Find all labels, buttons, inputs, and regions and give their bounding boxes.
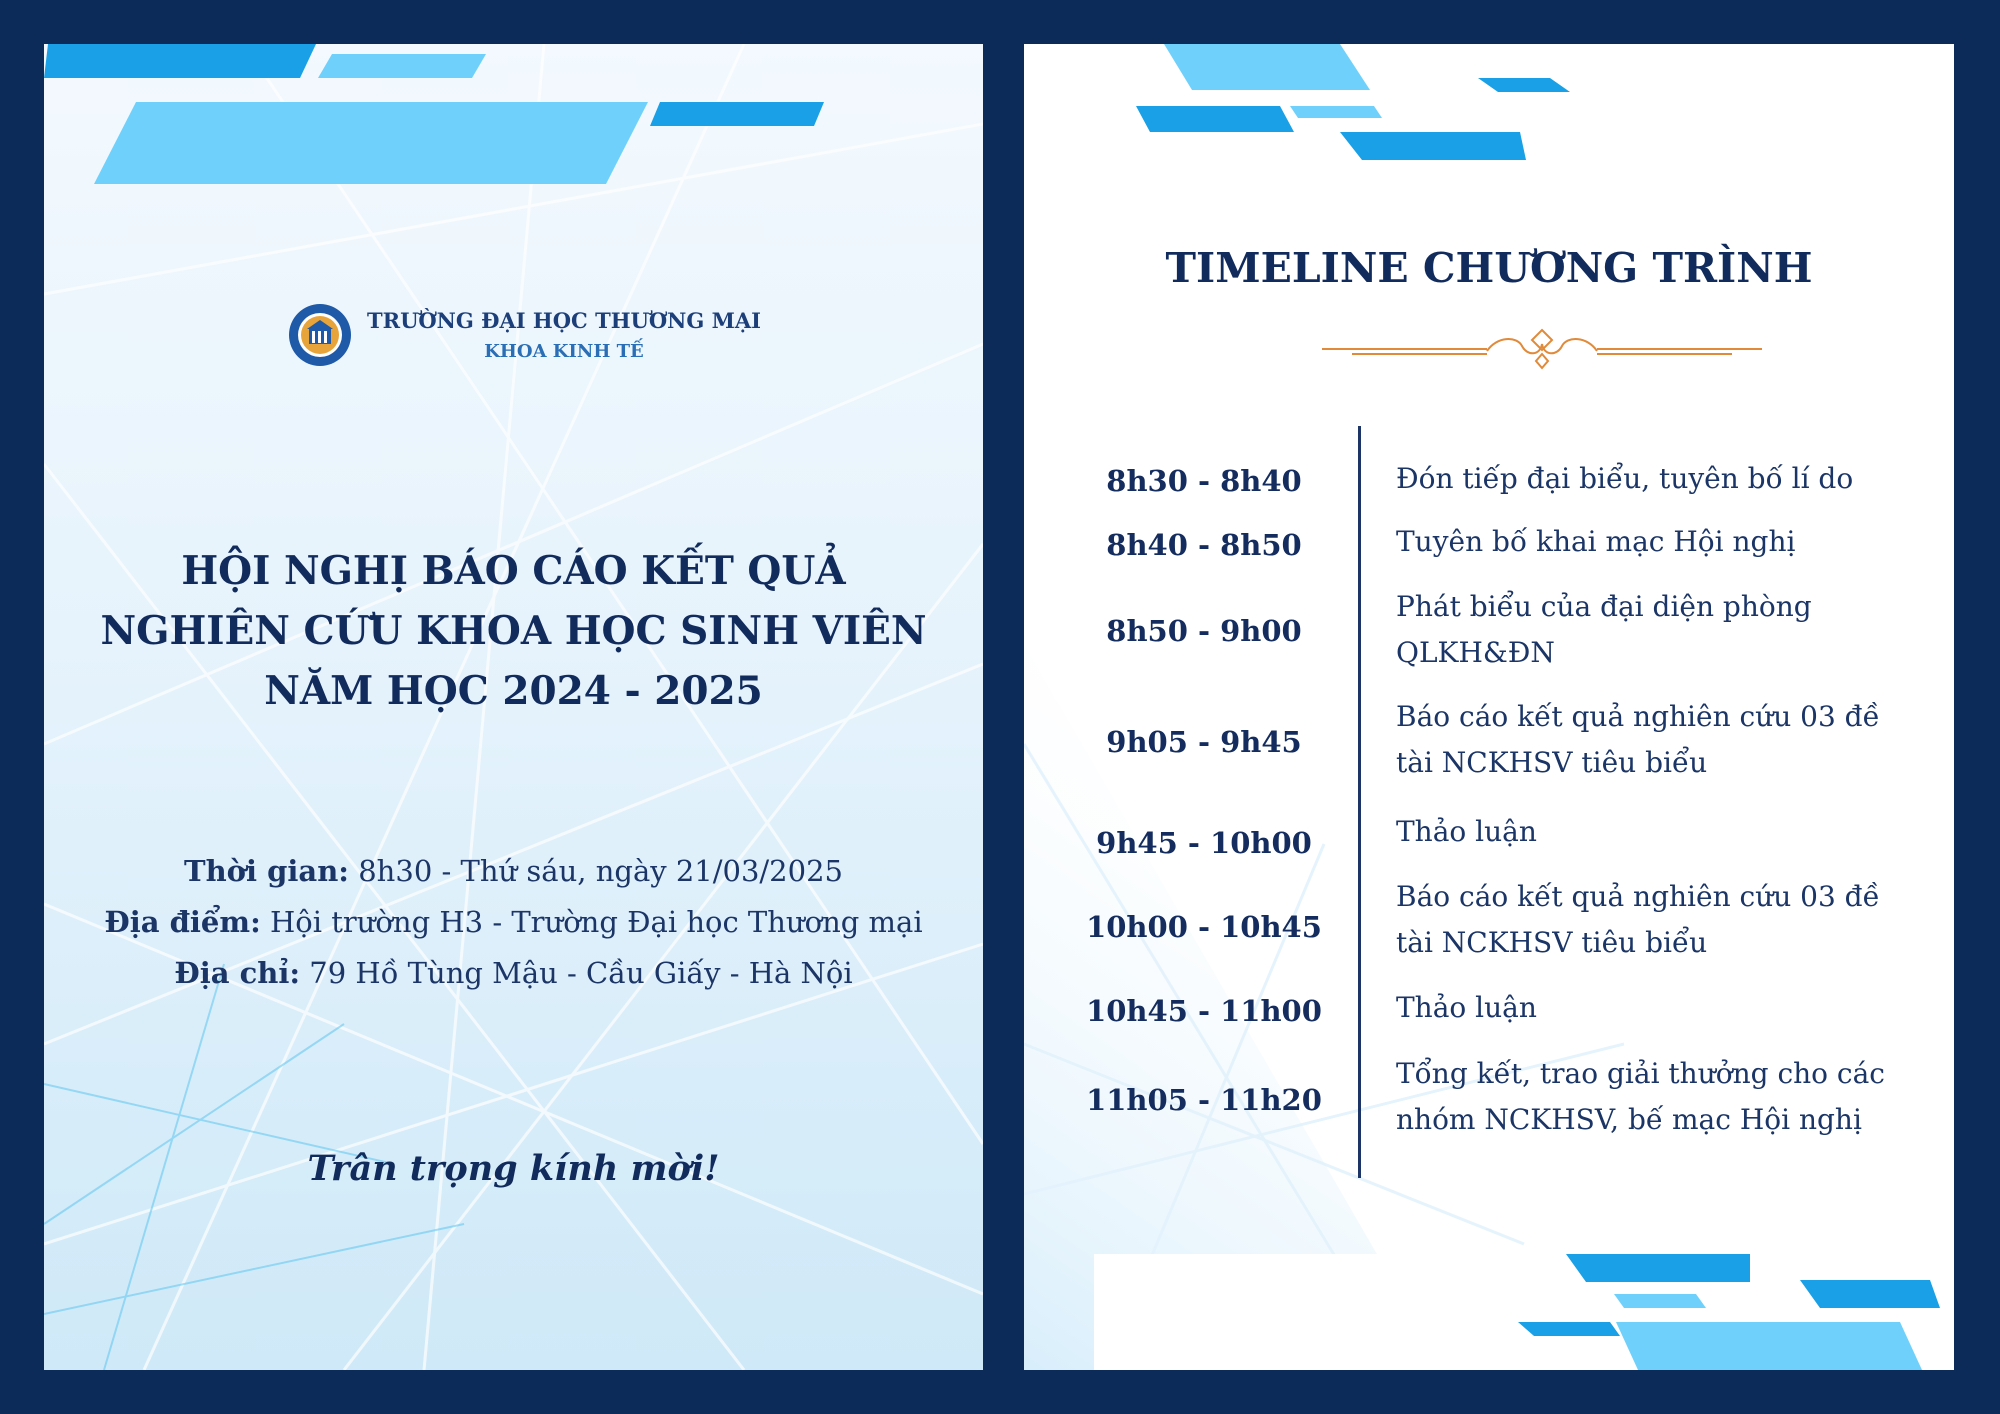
timeline-time: 9h45 - 10h00 [1096,826,1312,860]
timeline-activity [1396,874,1916,966]
corner-stripe [1614,1294,1706,1308]
faculty-name: KHOA KINH TẾ [484,341,644,362]
activity-line: Đón tiếp đại biểu, tuyên bố lí do [1396,462,1854,495]
corner-stripe [1800,1280,1940,1308]
venue-line [44,897,983,948]
timeline-time: 8h30 - 8h40 [1106,464,1302,498]
activity-line: Phát biểu của đại diện phòng [1396,590,1812,623]
timeline-time: 8h40 - 8h50 [1106,528,1302,562]
time-line [44,846,983,897]
corner-stripe [1164,44,1370,90]
title-line: HỘI NGHỊ BÁO CÁO KẾT QUẢ [181,548,846,594]
activity-line: tài NCKHSV tiêu biểu [1396,746,1708,779]
corner-stripe [1616,1322,1922,1370]
activity-line: Tuyên bố khai mạc Hội nghị [1396,525,1796,558]
timeline-activity [1396,985,1916,1031]
corner-stripe [1290,106,1382,118]
conference-title [44,541,983,721]
venue-label: Địa điểm: [104,905,261,939]
timeline-activity [1396,584,1916,676]
venue-value: Hội trường H3 - Trường Đại học Thương mại [270,905,923,939]
invitation-page [44,44,983,1370]
time-value: 8h30 - Thứ sáu, ngày 21/03/2025 [358,854,843,888]
closing-invitation: Trân trọng kính mời! [307,1148,720,1189]
address-value: 79 Hồ Tùng Mậu - Cầu Giấy - Hà Nội [309,956,853,990]
address-label: Địa chỉ: [174,956,301,990]
timeline-activity [1396,1051,1916,1143]
timeline-activity [1396,519,1916,565]
activity-line: nhóm NCKHSV, bế mạc Hội nghị [1396,1103,1862,1136]
activity-line: QLKH&ĐN [1396,636,1555,669]
activity-line: Báo cáo kết quả nghiên cứu 03 đề [1396,700,1880,733]
corner-stripe [1566,1254,1750,1282]
corner-stripe [1518,1322,1620,1336]
corner-stripe [1340,132,1526,160]
activity-line: Báo cáo kết quả nghiên cứu 03 đề [1396,880,1880,913]
title-line: NĂM HỌC 2024 - 2025 [264,668,763,714]
activity-line: tài NCKHSV tiêu biểu [1396,926,1708,959]
time-label: Thời gian: [184,854,350,888]
corner-stripe [318,54,486,78]
timeline-title: TIMELINE CHƯƠNG TRÌNH [1165,244,1813,292]
corner-stripe [1136,106,1294,132]
corner-stripe [94,102,648,184]
corner-stripe [1478,78,1570,92]
timeline-activity [1396,694,1916,786]
timeline-activity [1396,456,1916,502]
activity-line: Tổng kết, trao giải thưởng cho các [1396,1057,1885,1090]
corner-stripe [650,102,824,126]
timeline-time: 8h50 - 9h00 [1106,614,1302,648]
timeline-time: 10h45 - 11h00 [1086,994,1322,1028]
timeline-activity [1396,809,1916,855]
event-details [44,846,983,999]
activity-line: Thảo luận [1396,991,1537,1024]
timeline-time: 9h05 - 9h45 [1106,725,1302,759]
ornamental-divider-icon [1322,324,1762,378]
timeline-time: 11h05 - 11h20 [1086,1083,1322,1117]
timeline-page [1024,44,1954,1370]
timeline-time: 10h00 - 10h45 [1086,910,1322,944]
address-line [44,948,983,999]
corner-stripe [44,44,316,78]
university-header [287,302,761,368]
activity-line: Thảo luận [1396,815,1537,848]
university-seal-icon [287,302,353,368]
university-name: TRƯỜNG ĐẠI HỌC THƯƠNG MẠI [367,308,761,333]
timeline-vertical-line [1358,426,1361,1178]
title-line: NGHIÊN CỨU KHOA HỌC SINH VIÊN [100,608,927,654]
